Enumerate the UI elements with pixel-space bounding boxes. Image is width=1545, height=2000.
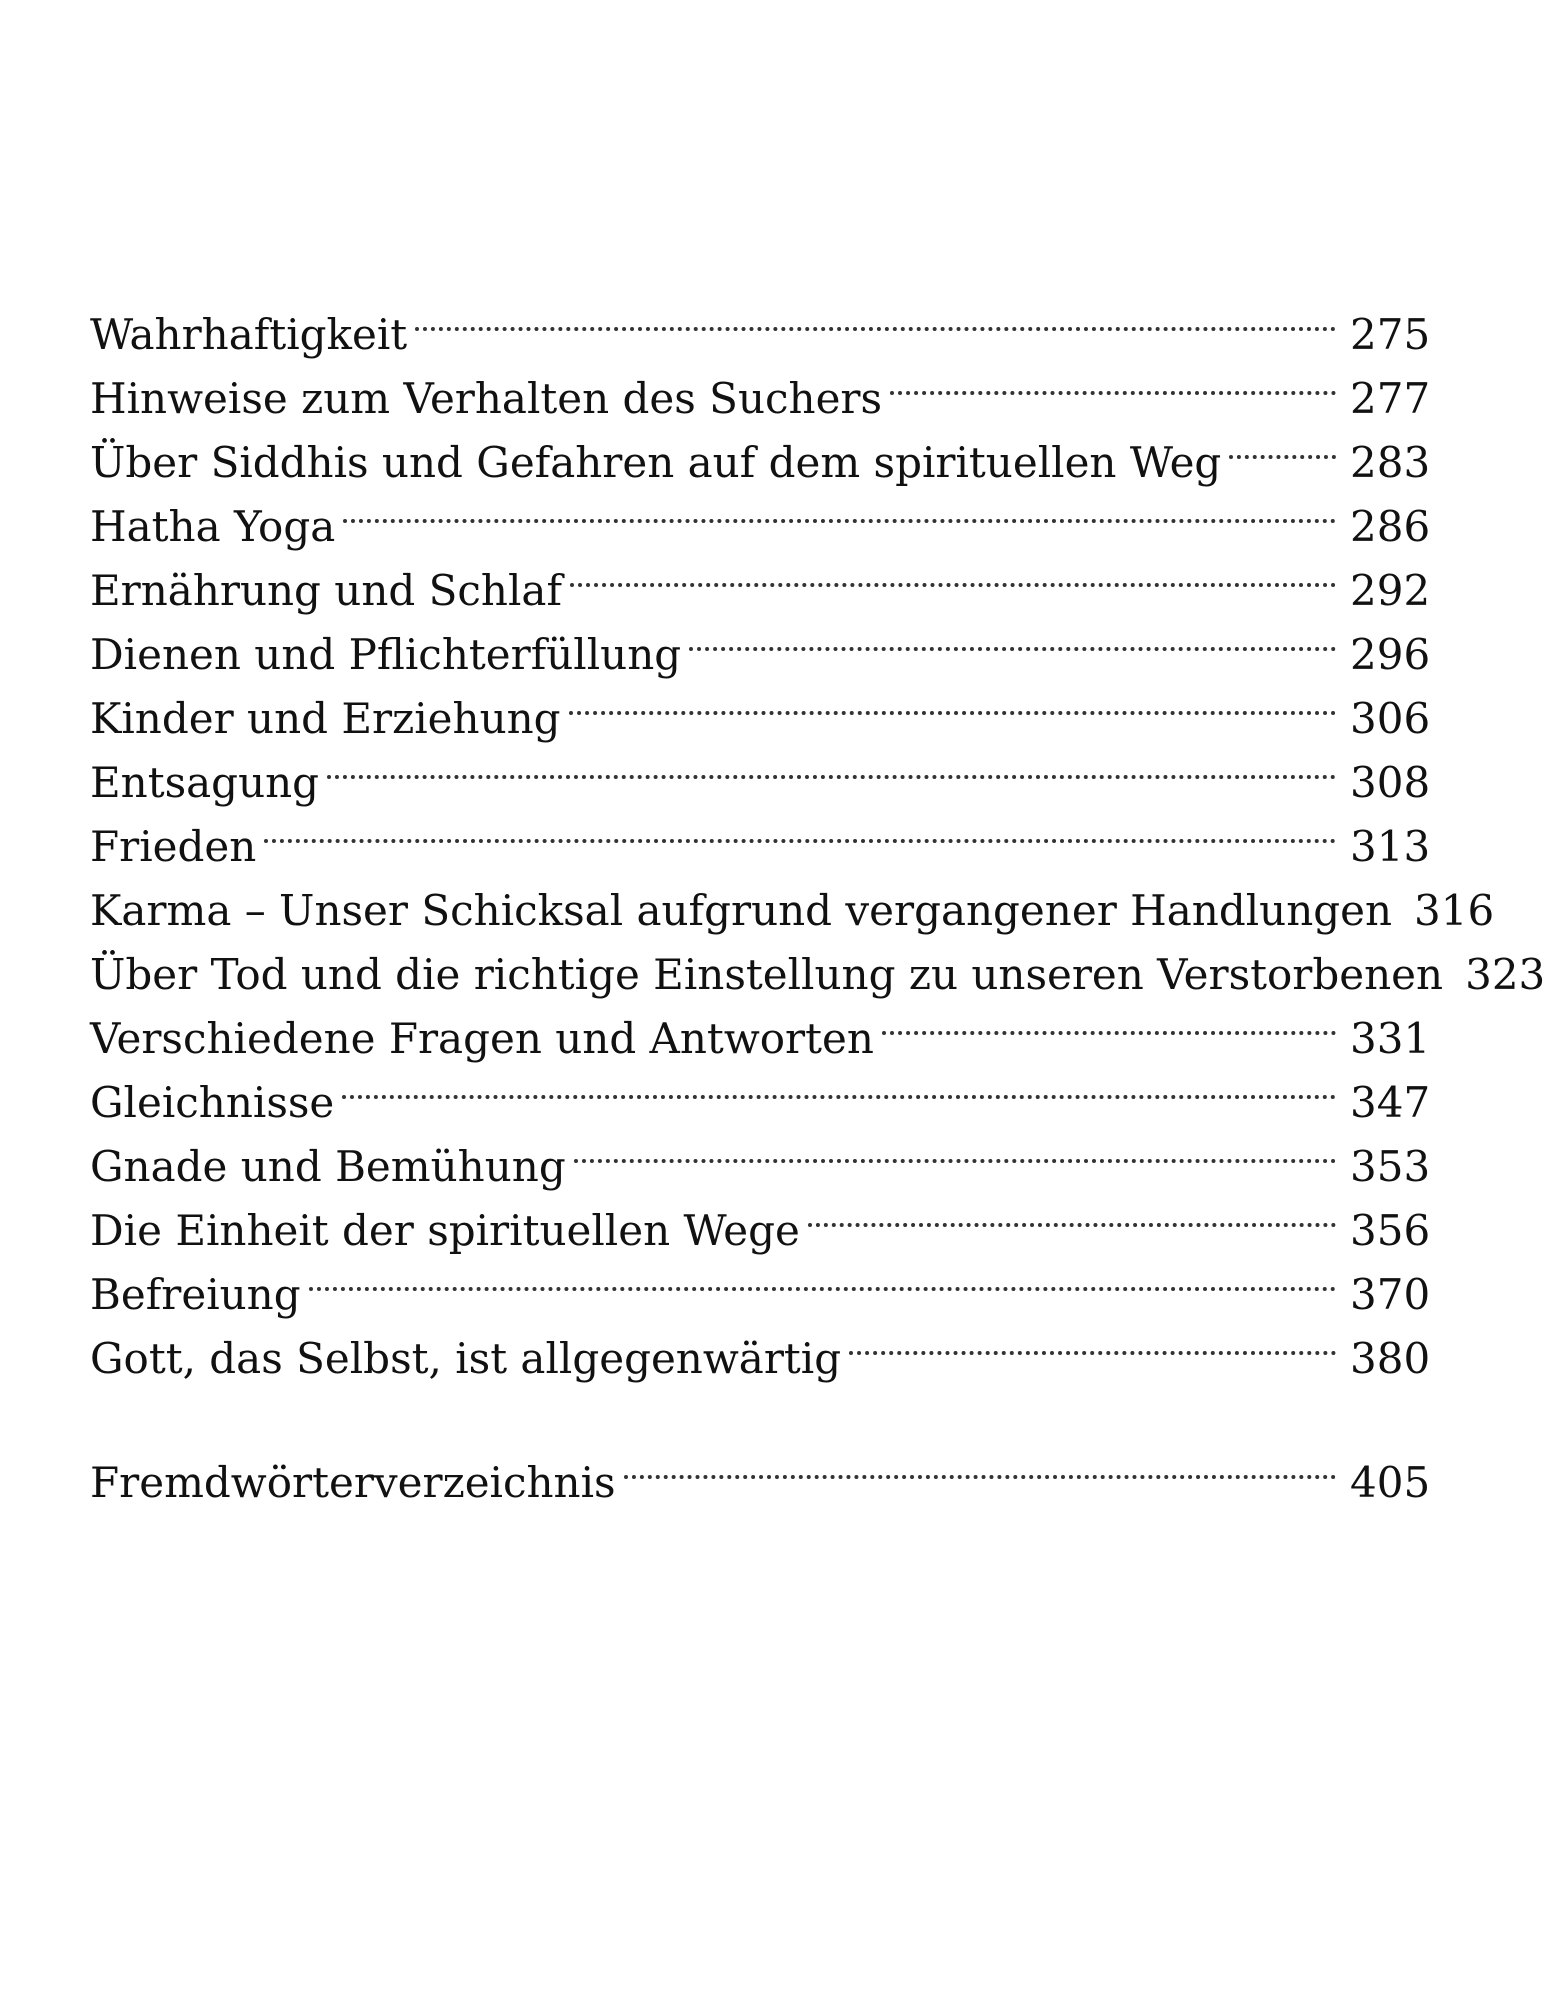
toc-entry-page: 356: [1350, 1206, 1431, 1255]
toc-entry-title: Befreiung: [90, 1270, 301, 1319]
toc-entry-title: Über Tod und die richtige Einstellung zu unseren Verstorbenen: [90, 950, 1444, 999]
toc-appendix-entry: [90, 1433, 1431, 1507]
toc-entry-page: 380: [1350, 1334, 1431, 1383]
toc-entry-page: 277: [1350, 374, 1431, 423]
dot-leader: [327, 733, 1336, 797]
toc-entry-page: 292: [1350, 566, 1431, 615]
dot-leader: [1229, 413, 1336, 477]
toc-entry-title: Dienen und Pflichterfüllung: [90, 630, 682, 679]
dot-leader: [309, 1245, 1336, 1309]
toc-entry-page: 306: [1350, 694, 1431, 743]
dot-leader: [574, 1117, 1336, 1181]
toc-entry-title: Gnade und Bemühung: [90, 1142, 566, 1191]
dot-leader: [890, 349, 1336, 413]
toc-entry-title: Ernährung und Schlaf: [90, 566, 562, 615]
toc-entry-page: 308: [1350, 758, 1431, 807]
toc-entry-page: 275: [1350, 310, 1431, 359]
toc-entry-title: Entsagung: [90, 758, 320, 807]
toc-entry-page: 286: [1350, 502, 1431, 551]
dot-leader: [689, 605, 1336, 669]
toc-entry-page: 370: [1350, 1270, 1431, 1319]
toc-entry-title: Hatha Yoga: [90, 502, 336, 551]
toc-entry: [90, 861, 1495, 935]
toc-entry-title: Frieden: [90, 822, 257, 871]
toc-entry-title: Die Einheit der spirituellen Wege: [90, 1206, 800, 1255]
toc-entry-page: 331: [1350, 1014, 1431, 1063]
toc-entry-page: 347: [1350, 1078, 1431, 1127]
dot-leader: [808, 1181, 1336, 1245]
dot-leader: [343, 477, 1336, 541]
toc-entry-title: Gott, das Selbst, ist allgegenwärtig: [90, 1334, 842, 1383]
toc-entry-title: Gleichnisse: [90, 1078, 335, 1127]
toc-entry-title: Über Siddhis und Gefahren auf dem spirituellen Weg: [90, 438, 1222, 487]
toc-entry-title: Fremdwörterverzeichnis: [90, 1458, 616, 1507]
toc-entry-title: Karma – Unser Schicksal aufgrund vergangener Handlungen: [90, 886, 1393, 935]
dot-leader: [849, 1309, 1336, 1373]
dot-leader: [415, 285, 1336, 349]
toc-entry-title: Wahrhaftigkeit: [90, 310, 408, 359]
toc-entry-page: 323: [1465, 950, 1545, 999]
toc-entry: [90, 797, 1431, 871]
dot-leader: [569, 669, 1336, 733]
dot-leader: [882, 989, 1336, 1053]
toc-entry-title: Verschiedene Fragen und Antworten: [90, 1014, 874, 1063]
toc-entry-page: 353: [1350, 1142, 1431, 1191]
dot-leader: [342, 1053, 1336, 1117]
toc-entry-title: Hinweise zum Verhalten des Suchers: [90, 374, 883, 423]
toc-entry-page: 296: [1350, 630, 1431, 679]
table-of-contents: [90, 285, 1545, 1507]
dot-leader: [624, 1433, 1336, 1497]
toc-entry-page: 405: [1350, 1458, 1431, 1507]
toc-entry-page: 316: [1414, 886, 1495, 935]
toc-entry-page: 313: [1350, 822, 1431, 871]
toc-entry: [90, 285, 1431, 359]
dot-leader: [264, 797, 1336, 861]
toc-entry-title: Kinder und Erziehung: [90, 694, 561, 743]
dot-leader: [570, 541, 1336, 605]
toc-entry-page: 283: [1350, 438, 1431, 487]
